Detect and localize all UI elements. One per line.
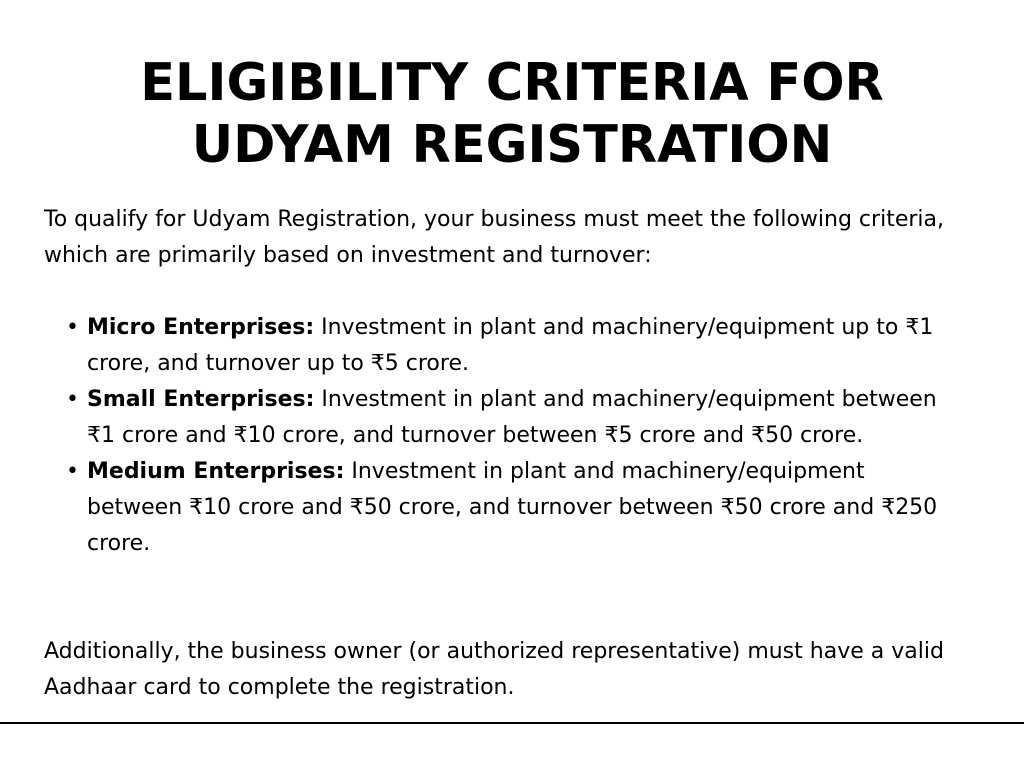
criteria-term: Small Enterprises: <box>87 387 315 412</box>
list-item-micro-enterprises <box>66 310 964 382</box>
bullet-icon: • <box>66 387 79 412</box>
list-item-small-enterprises <box>66 382 964 454</box>
criteria-term: Medium Enterprises: <box>87 459 345 484</box>
criteria-description: Investment in plant and machinery/equipment between ₹1 crore and ₹10 crore, and turnover between ₹5 crore and ₹50 crore. <box>87 387 937 448</box>
bullet-icon: • <box>66 459 79 484</box>
page-title: ELIGIBILITY CRITERIA FOR UDYAM REGISTRATION <box>140 53 884 175</box>
intro-paragraph: To qualify for Udyam Registration, your business must meet the following criteria, which are primarily based on investment and turnover: <box>44 207 944 268</box>
bullet-icon: • <box>66 315 79 340</box>
closing-paragraph: Additionally, the business owner (or authorized representative) must have a valid Aadhaar card to complete the registration. <box>44 639 944 700</box>
list-item-medium-enterprises <box>66 454 964 562</box>
criteria-description: Investment in plant and machinery/equipment between ₹10 crore and ₹50 crore, and turnover between ₹50 crore and ₹250 crore. <box>87 459 938 556</box>
footer-divider <box>0 722 1024 724</box>
criteria-term: Micro Enterprises: <box>87 315 315 340</box>
criteria-list <box>66 310 964 562</box>
criteria-description: Investment in plant and machinery/equipment up to ₹1 crore, and turnover up to ₹5 crore. <box>87 315 934 376</box>
